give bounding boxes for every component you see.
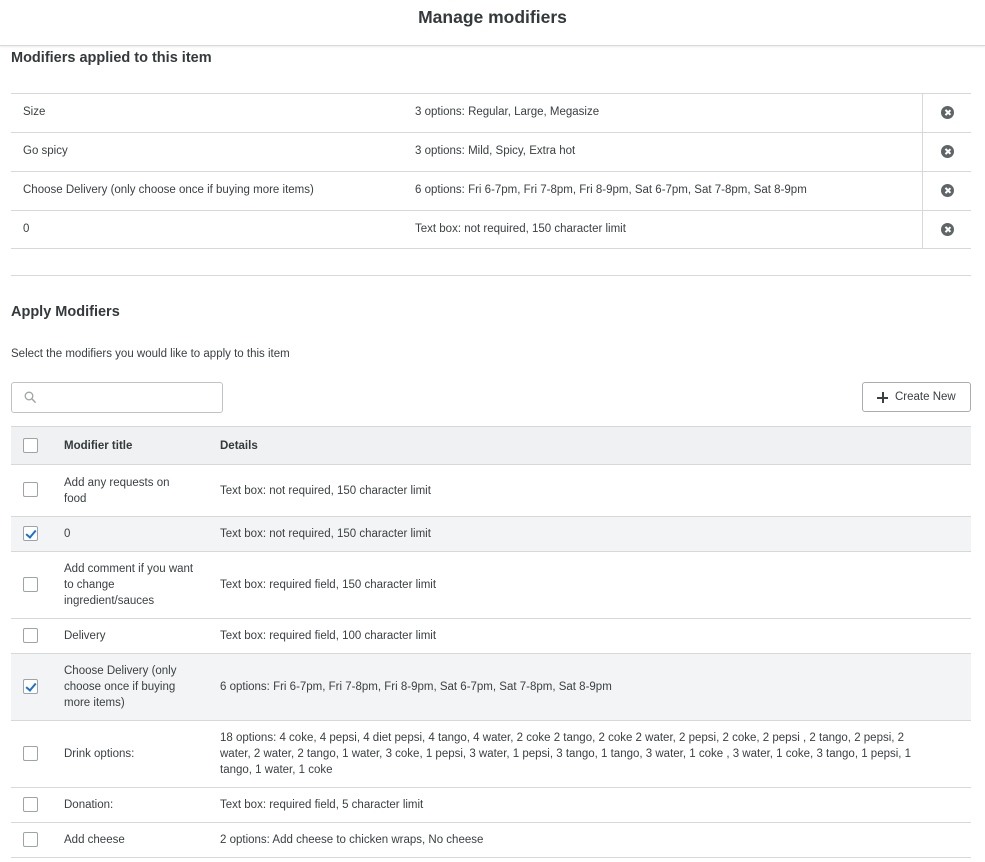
table-row[interactable] — [11, 654, 971, 721]
row-checkbox[interactable] — [23, 628, 38, 643]
modifier-title: Add any requests on food — [64, 477, 170, 505]
section-divider — [11, 275, 971, 276]
modifier-title: Add cheese — [64, 834, 125, 846]
row-checkbox[interactable] — [23, 832, 38, 847]
modifier-details: 2 options: Add cheese to chicken wraps, No cheese — [220, 834, 484, 846]
modifier-details: Text box: required field, 100 character limit — [220, 630, 437, 642]
modifier-title: Add comment if you want to change ingredient/sauces — [64, 563, 194, 607]
create-new-button[interactable] — [862, 382, 971, 412]
row-checkbox[interactable] — [23, 797, 38, 812]
modifier-details: Text box: not required, 150 character limit — [220, 528, 431, 540]
modifier-details: Text box: not required, 150 character limit — [220, 485, 431, 497]
modal-header — [0, 0, 985, 46]
modifier-details: Text box: required field, 5 character limit — [220, 799, 424, 811]
remove-cell — [922, 94, 971, 132]
applied-section-title: Modifiers applied to this item — [11, 50, 212, 66]
table-row[interactable] — [11, 552, 971, 619]
applied-row — [11, 171, 971, 210]
table-row[interactable] — [11, 517, 971, 552]
column-header-details: Details — [220, 440, 258, 452]
table-row[interactable] — [11, 788, 971, 823]
column-header-title: Modifier title — [64, 440, 133, 452]
table-header — [11, 426, 971, 465]
plus-icon — [877, 392, 888, 403]
row-checkbox[interactable] — [23, 679, 38, 694]
modifier-title: Donation: — [64, 799, 114, 811]
applied-modifier-name: 0 — [23, 223, 30, 235]
applied-row — [11, 210, 971, 249]
row-checkbox[interactable] — [23, 526, 38, 541]
search-input[interactable] — [42, 388, 217, 407]
close-circle-icon[interactable] — [941, 223, 954, 236]
applied-modifiers-list — [11, 93, 971, 249]
row-checkbox[interactable] — [23, 482, 38, 497]
remove-cell — [922, 133, 971, 171]
table-row[interactable] — [11, 619, 971, 654]
remove-cell — [922, 172, 971, 210]
table-row[interactable] — [11, 823, 971, 858]
applied-modifier-name: Size — [23, 106, 46, 118]
table-row[interactable] — [11, 721, 971, 788]
search-box — [11, 382, 223, 413]
create-new-label: Create New — [895, 391, 956, 403]
modifier-details: Text box: required field, 150 character limit — [220, 579, 437, 591]
apply-subtitle: Select the modifiers you would like to apply to this item — [11, 348, 290, 360]
search-icon — [24, 391, 36, 403]
applied-modifier-options: Text box: not required, 150 character limit — [415, 223, 626, 235]
applied-modifier-options: 3 options: Mild, Spicy, Extra hot — [415, 145, 576, 157]
modifier-title: Delivery — [64, 630, 106, 642]
modifier-details: 18 options: 4 coke, 4 pepsi, 4 diet pepsi, 4 tango, 4 water, 2 coke 2 tango, 2 coke 2 water, 2 pepsi, 2 coke, 2 pepsi , 2 tango, 2 pepsi, 2 water, 2 water, 2 tango, 1 water, 3 coke, 1 pepsi, 3 water, 1 pepsi, 3 tango, 1 tango, 3 water, 1 coke , 3 water, 1 coke, 3 tango, 1 pepsi, 1 tango, 1 water, 1 coke — [220, 732, 912, 776]
applied-row — [11, 132, 971, 171]
apply-section-title: Apply Modifiers — [11, 304, 120, 320]
row-checkbox[interactable] — [23, 577, 38, 592]
applied-row — [11, 93, 971, 132]
modifier-details: 6 options: Fri 6-7pm, Fri 7-8pm, Fri 8-9pm, Sat 6-7pm, Sat 7-8pm, Sat 8-9pm — [220, 681, 612, 693]
page-title: Manage modifiers — [418, 7, 567, 27]
table-row[interactable] — [11, 465, 971, 517]
applied-modifier-name: Go spicy — [23, 145, 68, 157]
row-checkbox[interactable] — [23, 746, 38, 761]
modifier-title: Choose Delivery (only choose once if buying more items) — [64, 665, 177, 709]
modifiers-table — [11, 426, 971, 858]
applied-modifier-options: 3 options: Regular, Large, Megasize — [415, 106, 600, 118]
applied-modifier-options: 6 options: Fri 6-7pm, Fri 7-8pm, Fri 8-9pm, Sat 6-7pm, Sat 7-8pm, Sat 8-9pm — [415, 184, 807, 196]
remove-cell — [922, 211, 971, 249]
select-all-checkbox[interactable] — [23, 438, 38, 453]
close-circle-icon[interactable] — [941, 145, 954, 158]
close-circle-icon[interactable] — [941, 184, 954, 197]
close-circle-icon[interactable] — [941, 106, 954, 119]
modifier-title: 0 — [64, 528, 71, 540]
modifier-title: Drink options: — [64, 748, 135, 760]
applied-modifier-name: Choose Delivery (only choose once if buying more items) — [23, 184, 314, 196]
